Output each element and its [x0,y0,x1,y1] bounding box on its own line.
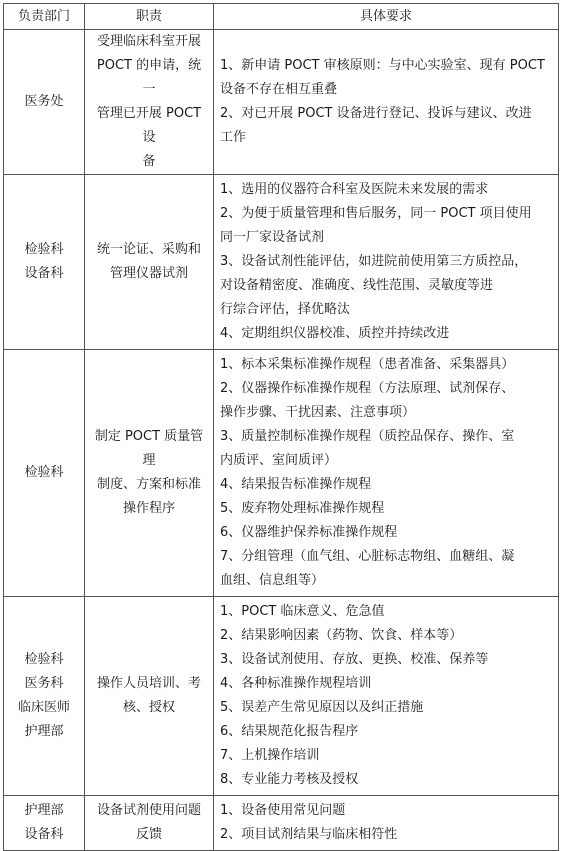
dept-line: 临床医师 [17,700,70,715]
requirement-line: 3、设备试剂性能评估，如进院前使用第三方质控品， [220,254,528,269]
requirements-cell [214,796,559,851]
requirement-line: 2、结果影响因素（药物、饮食、样本等） [220,628,463,643]
responsibility-line: 受理临床科室开展 [96,34,201,49]
dept-cell [4,175,85,350]
responsibility-line: 制度、方案和标准 [96,477,201,492]
requirement-line: 2、项目试剂结果与临床相符性 [220,827,398,842]
requirement-line: 8、专业能力考核及授权 [220,772,359,787]
requirement-line: 对设备精密度、准确度、线性范围、灵敏度等进 [220,278,494,293]
requirement-line: 内质评、室间质评） [220,453,338,468]
responsibility-line: POCT 的申请，统一 [96,58,202,97]
responsibility-line: 统一论证、采购和 [96,242,201,257]
table-row [4,30,559,175]
requirement-line: 操作步骤、干扰因素、注意事项） [220,405,416,420]
requirement-line: 4、各种标准操作规程培训 [220,676,372,691]
dept-line: 护理部 [24,803,64,818]
dept-cell [4,796,85,851]
dept-cell [4,597,85,796]
responsibility-line: 管理已开展 POCT 设 [96,106,202,145]
dept-line: 检验科 [24,652,64,667]
requirement-line: 同一厂家设备试剂 [220,230,325,245]
requirement-line: 1、选用的仪器符合科室及医院未来发展的需求 [220,182,489,197]
requirement-line: 6、结果规范化报告程序 [220,724,359,739]
responsibility-cell [85,350,214,597]
requirement-line: 6、仪器维护保养标准操作规程 [220,525,398,540]
requirement-line: 7、分组管理（血气组、心脏标志物组、血糖组、凝 [220,549,515,564]
dept-cell [4,30,85,175]
table-row [4,597,559,796]
requirement-line: 5、误差产生常见原因以及纠正措施 [220,700,424,715]
dept-line: 检验科 [24,242,64,257]
responsibility-line: 反馈 [135,827,162,842]
requirement-line: 设备不存在相互重叠 [220,82,338,97]
header-responsibility: 职责 [85,4,214,30]
table-header-row [4,4,559,30]
dept-line: 设备科 [24,827,64,842]
requirements-cell [214,30,559,175]
requirement-line: 2、对已开展 POCT 设备进行登记、投诉与建议、改进 [220,106,532,121]
responsibility-line: 核、授权 [122,700,175,715]
requirement-line: 3、质量控制标准操作规程（质控品保存、操作、室 [220,429,515,444]
responsibility-cell [85,796,214,851]
responsibility-cell [85,175,214,350]
requirement-line: 1、POCT 临床意义、危急值 [220,604,385,619]
table-row [4,796,559,851]
dept-line: 检验科 [24,465,64,480]
requirement-line: 4、定期组织仪器校准、质控并持续改进 [220,326,450,341]
dept-line: 设备科 [24,266,64,281]
requirements-cell [214,350,559,597]
requirement-line: 3、设备试剂使用、存放、更换、校准、保养等 [220,652,489,667]
responsibility-cell [85,30,214,175]
requirement-line: 工作 [220,130,247,145]
dept-line: 医务处 [24,94,64,109]
requirement-line: 2、仪器操作标准操作规程（方法原理、试剂保存、 [220,381,515,396]
dept-line: 护理部 [24,724,64,739]
table-row [4,350,559,597]
requirement-line: 2、为便于质量管理和售后服务，同一 POCT 项目使用 [220,206,532,221]
responsibility-line: 管理仪器试剂 [109,266,188,281]
header-dept: 负责部门 [4,4,85,30]
requirements-cell [214,175,559,350]
responsibility-line: 设备试剂使用问题 [96,803,201,818]
requirements-cell [214,597,559,796]
dept-cell [4,350,85,597]
requirement-line: 4、结果报告标准操作规程 [220,477,372,492]
requirement-line: 1、标本采集标准操作规程（患者准备、采集器具） [220,357,515,372]
requirement-line: 7、上机操作培训 [220,748,320,763]
responsibility-line: 备 [142,154,156,169]
table-row [4,175,559,350]
requirement-line: 1、设备使用常见问题 [220,803,346,818]
responsibility-line: 操作人员培训、考 [96,676,201,691]
requirements-table [3,3,559,851]
dept-line: 医务科 [24,676,64,691]
table-body [4,30,559,851]
responsibility-cell [85,597,214,796]
header-requirements: 具体要求 [214,4,559,30]
responsibility-line: 操作程序 [122,501,175,516]
requirement-line: 行综合评估，择优略汰 [220,302,351,317]
requirement-line: 5、废弃物处理标准操作规程 [220,501,385,516]
requirement-line: 血组、信息组等） [220,573,325,588]
responsibility-line: 制定 POCT 质量管理 [94,429,204,468]
requirement-line: 1、新申请 POCT 审核原则：与中心实验室、现有 POCT [220,58,545,73]
